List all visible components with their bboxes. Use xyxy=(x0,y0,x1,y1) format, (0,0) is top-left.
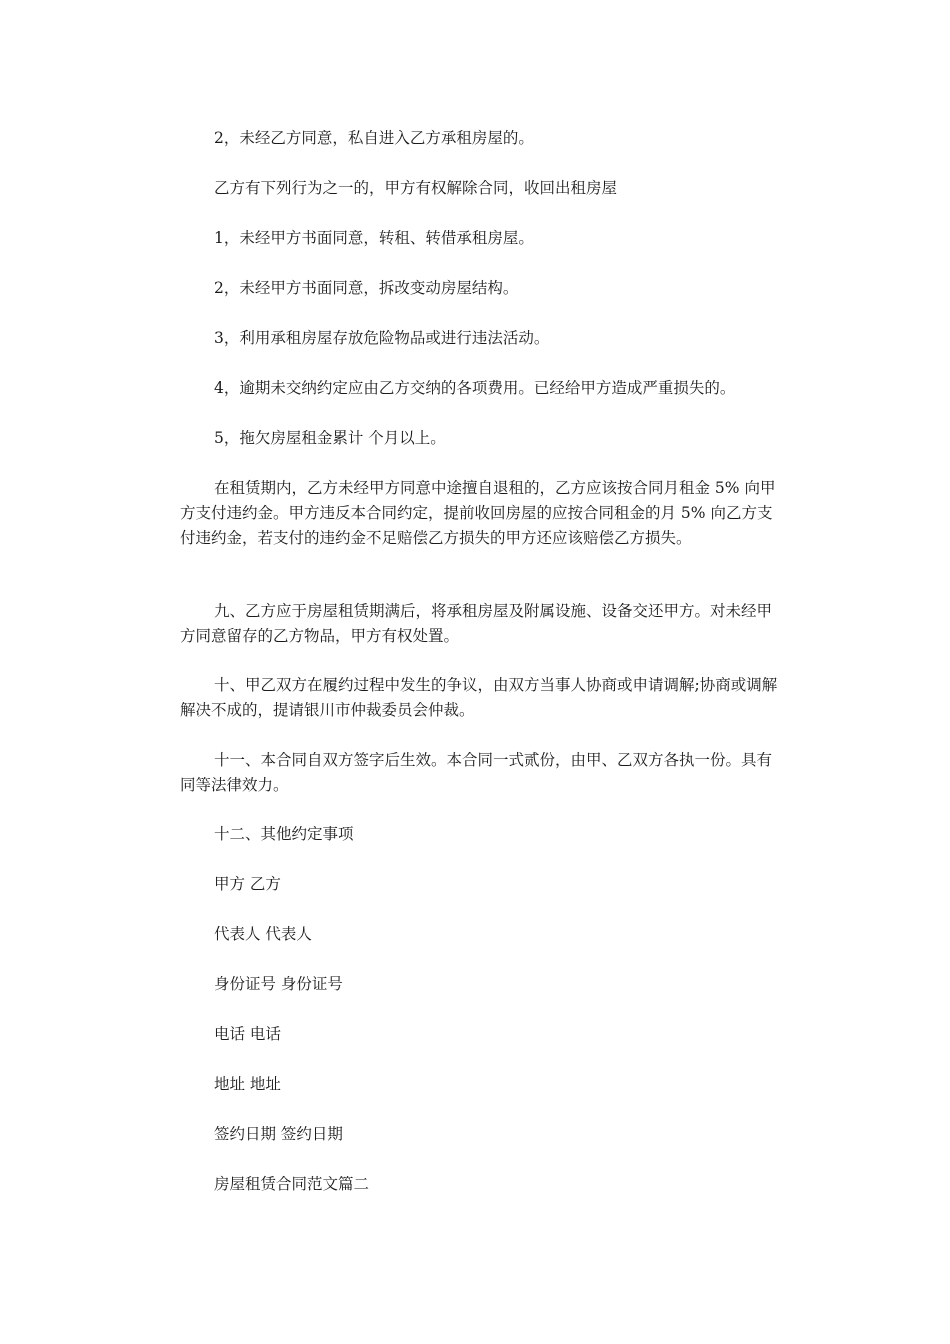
paragraph-termination-intro: 乙方有下列行为之一的，甲方有权解除合同，收回出租房屋 xyxy=(214,179,618,197)
paragraph-clause-2: 2，未经乙方同意，私自进入乙方承租房屋的。 xyxy=(214,129,534,147)
signature-address-line: 地址 地址 xyxy=(214,1075,281,1093)
paragraph-item-3: 3，利用承租房屋存放危险物品或进行违法活动。 xyxy=(214,329,550,347)
signature-representative-line: 代表人 代表人 xyxy=(214,925,312,943)
paragraph-item-1: 1，未经甲方书面同意，转租、转借承租房屋。 xyxy=(214,229,534,247)
paragraph-item-4: 4，逾期未交纳约定应由乙方交纳的各项费用。已经给甲方造成严重损失的。 xyxy=(214,379,736,397)
paragraph-item-2: 2，未经甲方书面同意，拆改变动房屋结构。 xyxy=(214,279,519,297)
paragraph-article-9: 九、乙方应于房屋租赁期满后，将承租房屋及附属设施、设备交还甲方。对未经甲方同意留存的乙方物品，甲方有权处置。 xyxy=(180,602,773,645)
paragraph-breach-penalty: 在租赁期内，乙方未经甲方同意中途擅自退租的，乙方应该按合同月租金 5% 向甲方支付违约金。甲方违反本合同约定，提前收回房屋的应按合同租金的月 5% 向乙方支付违约金，若支付的违约金不足赔偿乙方损失的甲方还应该赔偿乙方损失。 xyxy=(180,479,776,547)
section-heading-part-two: 房屋租赁合同范文篇二 xyxy=(214,1175,370,1193)
signature-phone-line: 电话 电话 xyxy=(214,1025,281,1043)
paragraph-item-5: 5，拖欠房屋租金累计 个月以上。 xyxy=(214,429,446,447)
paragraph-article-10: 十、甲乙双方在履约过程中发生的争议，由双方当事人协商或申请调解;协商或调解解决不成的，提请银川市仲裁委员会仲裁。 xyxy=(180,676,778,719)
signature-date-line: 签约日期 签约日期 xyxy=(214,1125,343,1143)
paragraph-article-12: 十二、其他约定事项 xyxy=(214,825,354,843)
paragraph-article-11: 十一、本合同自双方签字后生效。本合同一式贰份，由甲、乙双方各执一份。具有同等法律效力。 xyxy=(180,751,773,794)
signature-id-line: 身份证号 身份证号 xyxy=(214,975,343,993)
signature-party-line: 甲方 乙方 xyxy=(214,875,281,893)
